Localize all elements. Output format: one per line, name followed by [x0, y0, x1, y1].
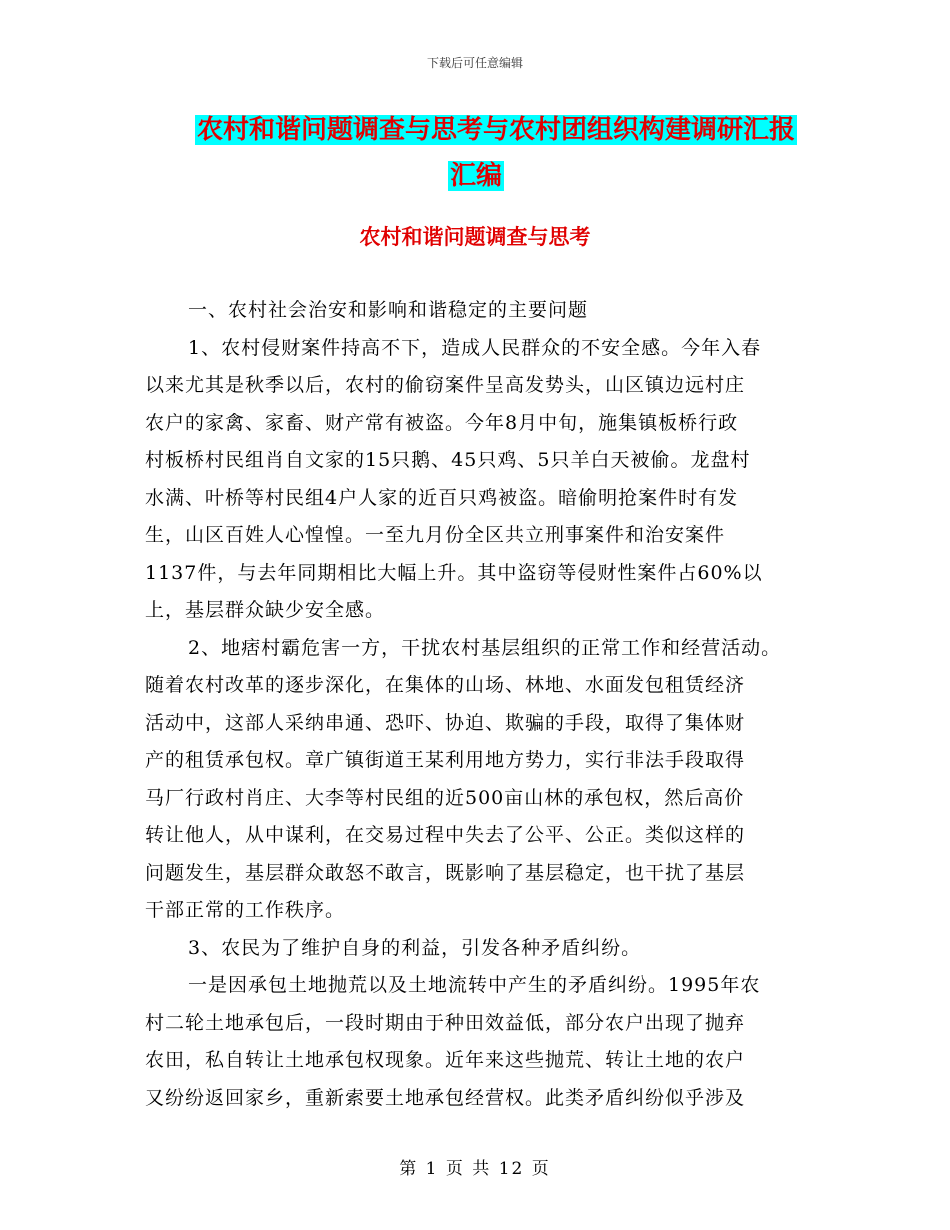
body-line: 问题发生，基层群众敢怒不敢言，既影响了基层稳定，也干扰了基层	[145, 862, 746, 884]
body-line: 转让他人，从中谋利，在交易过程中失去了公平、公正。类似这样的	[145, 824, 746, 846]
body-line: 生，山区百姓人心惶惶。一至九月份全区共立刑事案件和治安案件	[145, 524, 726, 546]
body-line: 农田，私自转让土地承包权现象。近年来这些抛荒、转让土地的农户	[145, 1049, 746, 1071]
body-line: 随着农村改革的逐步深化，在集体的山场、林地、水面发包租赁经济	[145, 674, 746, 696]
body-line: 又纷纷返回家乡，重新索要土地承包经营权。此类矛盾纠纷似乎涉及	[145, 1087, 746, 1109]
body-line: 村二轮土地承包后，一段时期由于种田效益低，部分农户出现了抛弃	[145, 1012, 746, 1034]
section-title: 农村和谐问题调查与思考	[359, 224, 591, 249]
body-line: 以来尤其是秋季以后，农村的偷窃案件呈高发势头，山区镇边远村庄	[145, 374, 746, 396]
document-title-line-2	[448, 158, 528, 194]
body-line: 上，基层群众缺少安全感。	[145, 599, 386, 621]
body-line: 1、农村侵财案件持高不下，造成人民群众的不安全感。今年入春	[188, 337, 762, 359]
header-note: 下载后可任意编辑	[426, 56, 523, 70]
title-highlight-1: 农村和谐问题调查与思考与农村团组织构建调研汇报	[197, 115, 796, 145]
body-line: 一是因承包土地抛荒以及土地流转中产生的矛盾纠纷。1995年农	[188, 974, 761, 996]
title-highlight-2: 汇编	[450, 161, 503, 191]
body-line: 干部正常的工作秩序。	[145, 899, 346, 921]
body-line: 村板桥村民组肖自文家的15只鹅、45只鸡、5只羊白天被偷。龙盘村	[145, 449, 751, 471]
body-line: 3、农民为了维护自身的利益，引发各种矛盾纠纷。	[188, 937, 642, 959]
page-footer: 第 1 页 共 12 页	[399, 1159, 551, 1179]
body-line: 1137件，与去年同期相比大幅上升。其中盗窃等侵财性案件占60%以	[145, 562, 763, 584]
body-line: 2、地痞村霸危害一方，干扰农村基层组织的正常工作和经营活动。	[188, 637, 782, 659]
body-line: 农户的家禽、家畜、财产常有被盗。今年8月中旬，施集镇板桥行政	[145, 412, 739, 434]
body-line: 产的租赁承包权。章广镇街道王某利用地方势力，实行非法手段取得	[145, 749, 746, 771]
body-line: 水满、叶桥等村民组4户人家的近百只鸡被盗。暗偷明抢案件时有发	[145, 487, 739, 509]
body-line: 一、农村社会治安和影响和谐稳定的主要问题	[188, 299, 589, 321]
body-line: 活动中，这部人采纳串通、恐吓、协迫、欺骗的手段，取得了集体财	[145, 712, 746, 734]
body-line: 马厂行政村肖庄、大李等村民组的近500亩山林的承包权，然后高价	[145, 787, 745, 809]
document-title-line-1	[195, 112, 805, 148]
